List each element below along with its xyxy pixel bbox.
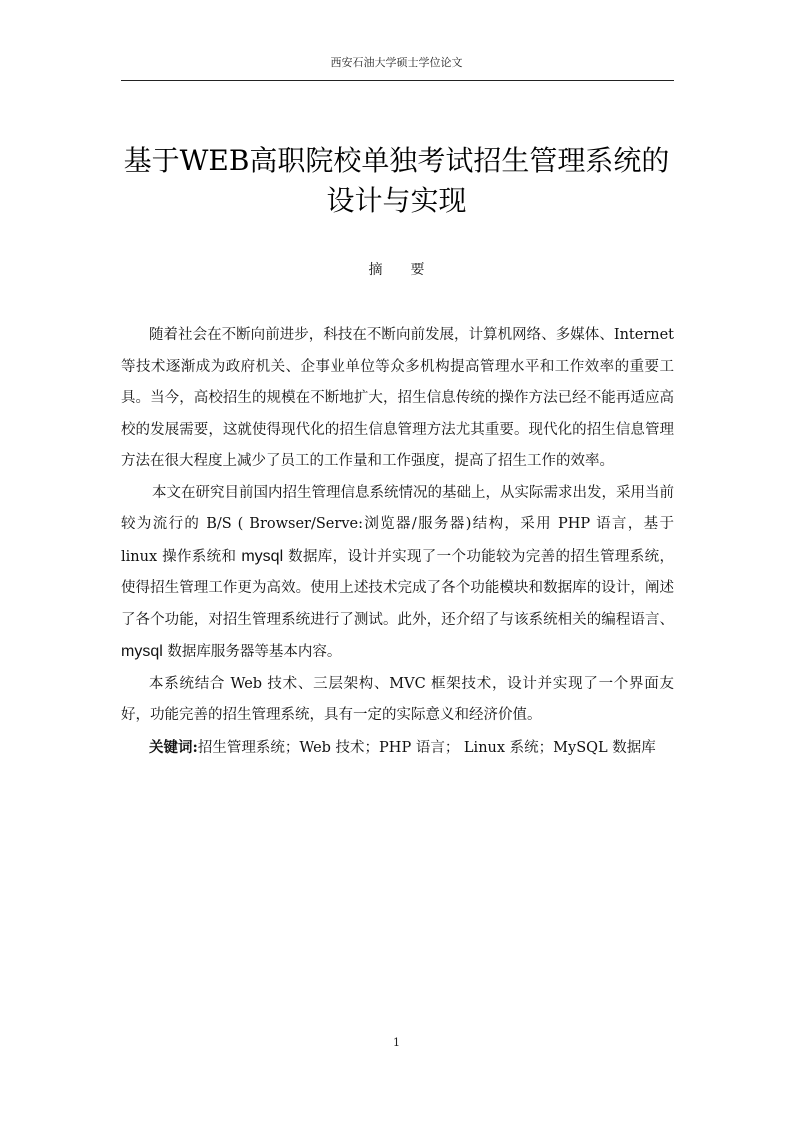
thesis-title xyxy=(100,141,693,221)
header-divider xyxy=(121,80,674,81)
abstract-paragraph-2 xyxy=(121,478,674,669)
abstract-body xyxy=(121,320,674,764)
keywords-text: 招生管理系统；Web 技术；PHP 语言； Linux 系统；MySQL 数据库 xyxy=(197,739,656,756)
abstract-paragraph-1: 随着社会在不断向前进步，科技在不断向前发展，计算机网络、多媒体、Internet 等技术逐渐成为政府机关、企事业单位等众多机构提高管理水平和工作效率的重要工具。当今，高校招生的规模在不断地扩大，招生信息传统的操作方法已经不能再适应高校的发展需要，这就使得现代化的招生信息管理方法尤其重要。现代化的招生信息管理方法在很大程度上减少了员工的工作量和工作强度，提高了招生工作的效率。 xyxy=(121,327,674,469)
keywords-line xyxy=(121,732,674,765)
running-header: 西安石油大学硕士学位论文 xyxy=(330,56,463,69)
mysql-term: mysql xyxy=(121,643,163,660)
keywords-label: 关键词: xyxy=(149,738,198,756)
paragraph-2-text-b: 数据库，设计并实现了一个功能较为完善的招生管理系统，使得招生管理工作更为高效。使用上述技术完成了各个功能模块和数据库的设计，阐述了各个功能，对招生管理系统进行了测试。此外，还介绍了与该系统相关的编程语言、 xyxy=(121,548,674,628)
thesis-title-line-2: 设计与实现 xyxy=(326,184,467,217)
abstract-heading: 摘要 xyxy=(368,262,453,278)
mysql-term: mysql xyxy=(241,547,284,565)
abstract-paragraph-3: 本系统结合 Web 技术、三层架构、MVC 框架技术，设计并实现了一个界面友好，功能完善的招生管理系统，具有一定的实际意义和经济价值。 xyxy=(121,675,674,723)
paragraph-2-text-c: 数据库服务器等基本内容。 xyxy=(162,644,342,660)
thesis-title-line-1: 基于WEB高职院校单独考试招生管理系统的 xyxy=(123,144,670,177)
page-number: 1 xyxy=(393,1036,400,1049)
paragraph-2-text-a: 本文在研究目前国内招生管理信息系统情况的基础上，从实际需求出发，采用当前较为流行的 B/S ( Browser/Serve:浏览器/服务器)结构，采用 PHP 语言，基于 linux 操作系统和 xyxy=(121,484,674,565)
